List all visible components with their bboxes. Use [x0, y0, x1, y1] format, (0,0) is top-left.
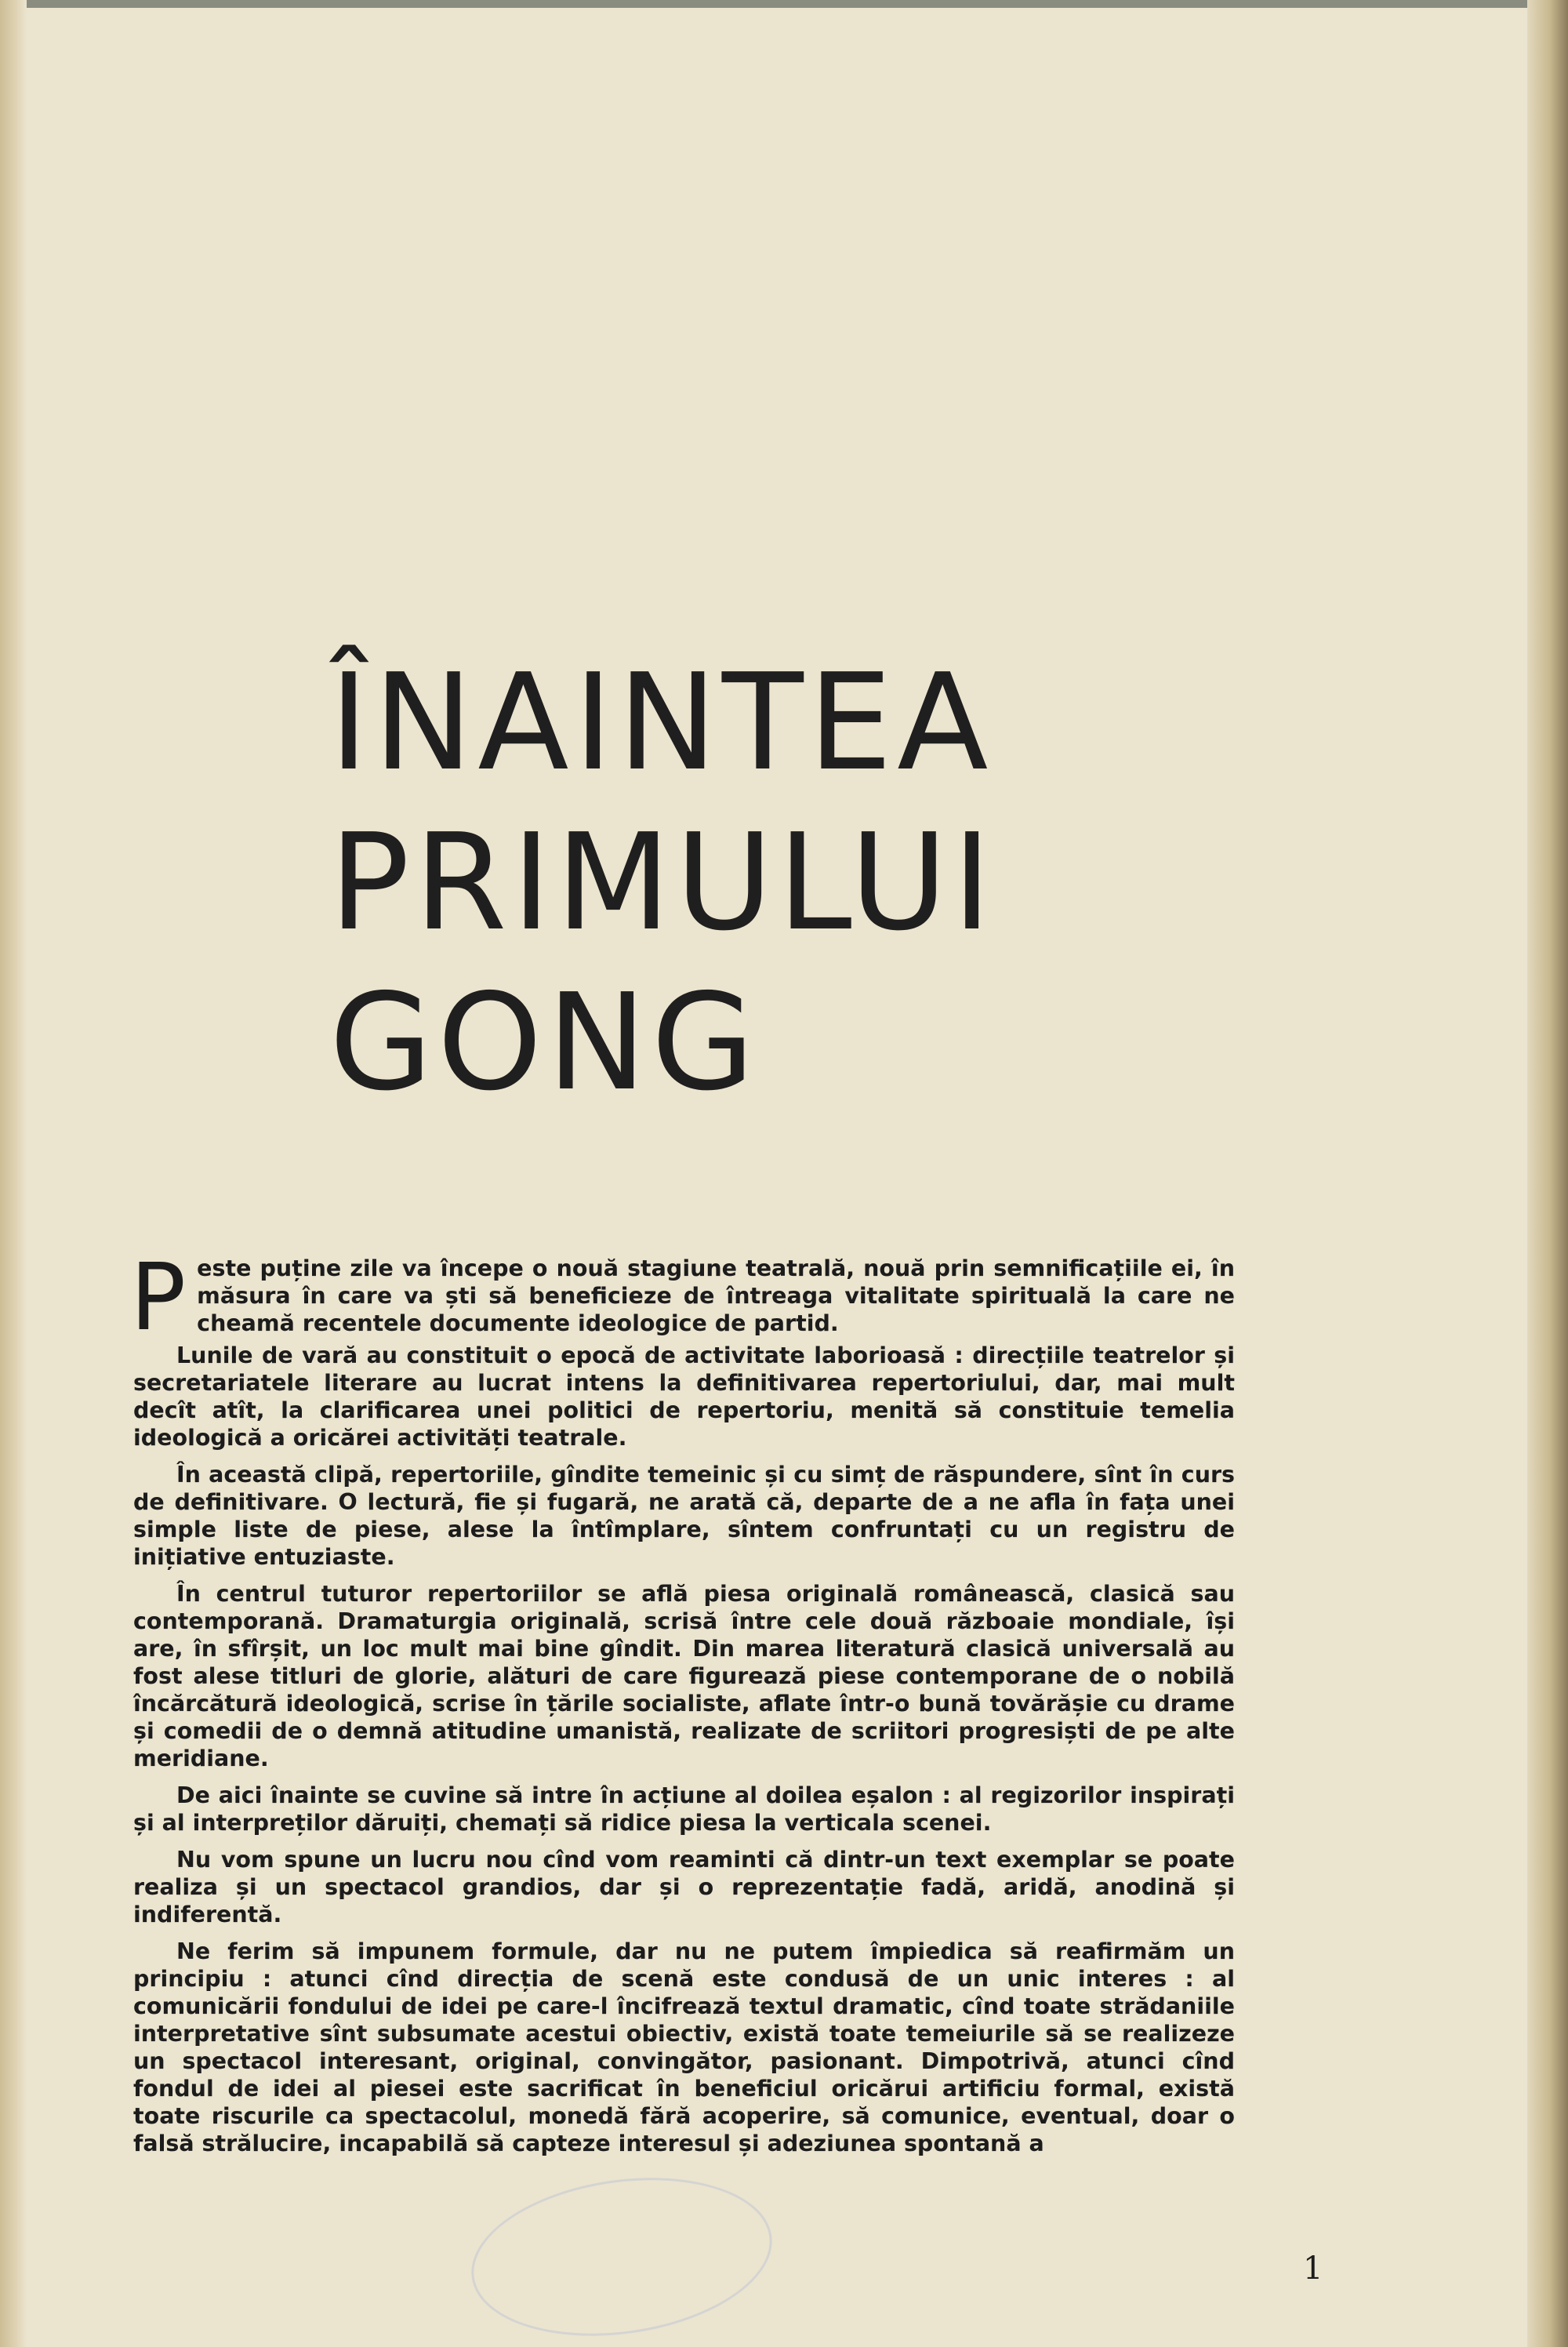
paragraph-3: În această clipă, repertoriile, gîndite temeinic și cu simț de răspundere, sînt în curs de definitivare. O lectură, fie și fugară, ne arată că, departe de a ne afla în fața unei simple liste de piese, alese la întîmplare, sîntem confruntați cu un registru de inițiative entuziaste. — [133, 1462, 1235, 1570]
drop-cap: P — [130, 1243, 187, 1351]
paragraph-1 — [130, 1243, 1235, 1351]
title-line-1: ÎNAINTEA — [329, 645, 993, 801]
paragraph-4: În centrul tuturor repertoriilor se află piesa originală românească, clasică sau contemporană. Dramaturgia originală, scrisă între cele două războaie mondiale, își are, în sfîrșit, un loc mult mai bine gîndit. Din marea literatură clasică universală au fost alese titluri de glorie, alături de care figurează piese contemporane de o nobilă încărcătură ideologică, scrise în țările socialiste, aflate într-o bună tovărășie cu drame și comedii de o demnă atitudine umanistă, realizate de scriitori progresiști de pe alte meridiane. — [133, 1581, 1235, 1771]
page-number: 1 — [1303, 2251, 1323, 2287]
page-right-edge — [1527, 0, 1568, 2347]
paragraph-1-text: este puține zile va începe o nouă stagiune teatrală, nouă prin semnificațiile ei, în măsura în care va ști să beneficieze de întreaga vitalitate spirituală la care ne cheamă recentele documente ideologice de partid. — [197, 1255, 1235, 1336]
library-stamp — [461, 2160, 782, 2347]
paragraph-7: Ne ferim să impunem formule, dar nu ne putem împiedica să reafirmăm un principiu : atunci cînd direcția de scenă este condusă de un unic interes : al comunicării fondului de idei pe care-l încifrează textul dramatic, cînd toate strădaniile interpretative sînt subsumate acestui obiectiv, există toate temeiurile să se realizeze un spectacol interesant, original, convingător, pasionant. Dimpotrivă, atunci cînd fondul de idei al piesei este sacrificat în beneficiul oricărui artificiu formal, există toate riscurile ca spectacolul, monedă fără acoperire, să comunice, eventual, doar o falsă strălucire, incapabilă să capteze interesul și adeziunea spontană a — [133, 1938, 1235, 2156]
article-title — [329, 643, 1066, 1123]
page-left-gutter — [0, 0, 27, 2347]
paragraph-2: Lunile de vară au constituit o epocă de activitate laborioasă : direcțiile teatrelor și secretariatele literare au lucrat intens la definitivarea repertoriului, dar, mai mult decît atît, la clarificarea unei politici de repertoriu, menită să constituie temelia ideologică a oricărei activități teatrale. — [133, 1342, 1235, 1451]
paragraph-6: Nu vom spune un lucru nou cînd vom reaminti că dintr-un text exemplar se poate realiza și un spectacol grandios, dar și o reprezentație fadă, aridă, anodină și indiferentă. — [133, 1847, 1235, 1927]
paragraph-5: De aici înainte se cuvine să intre în acțiune al doilea eșalon : al regizorilor inspirați și al interpreților dăruiți, chemați să ridice piesa la verticala scenei. — [133, 1782, 1235, 1836]
page-top-shadow — [27, 0, 1527, 8]
title-line-3: GONG — [329, 965, 760, 1121]
title-line-2: PRIMULUI — [329, 805, 996, 961]
article-body — [130, 1243, 1235, 2167]
